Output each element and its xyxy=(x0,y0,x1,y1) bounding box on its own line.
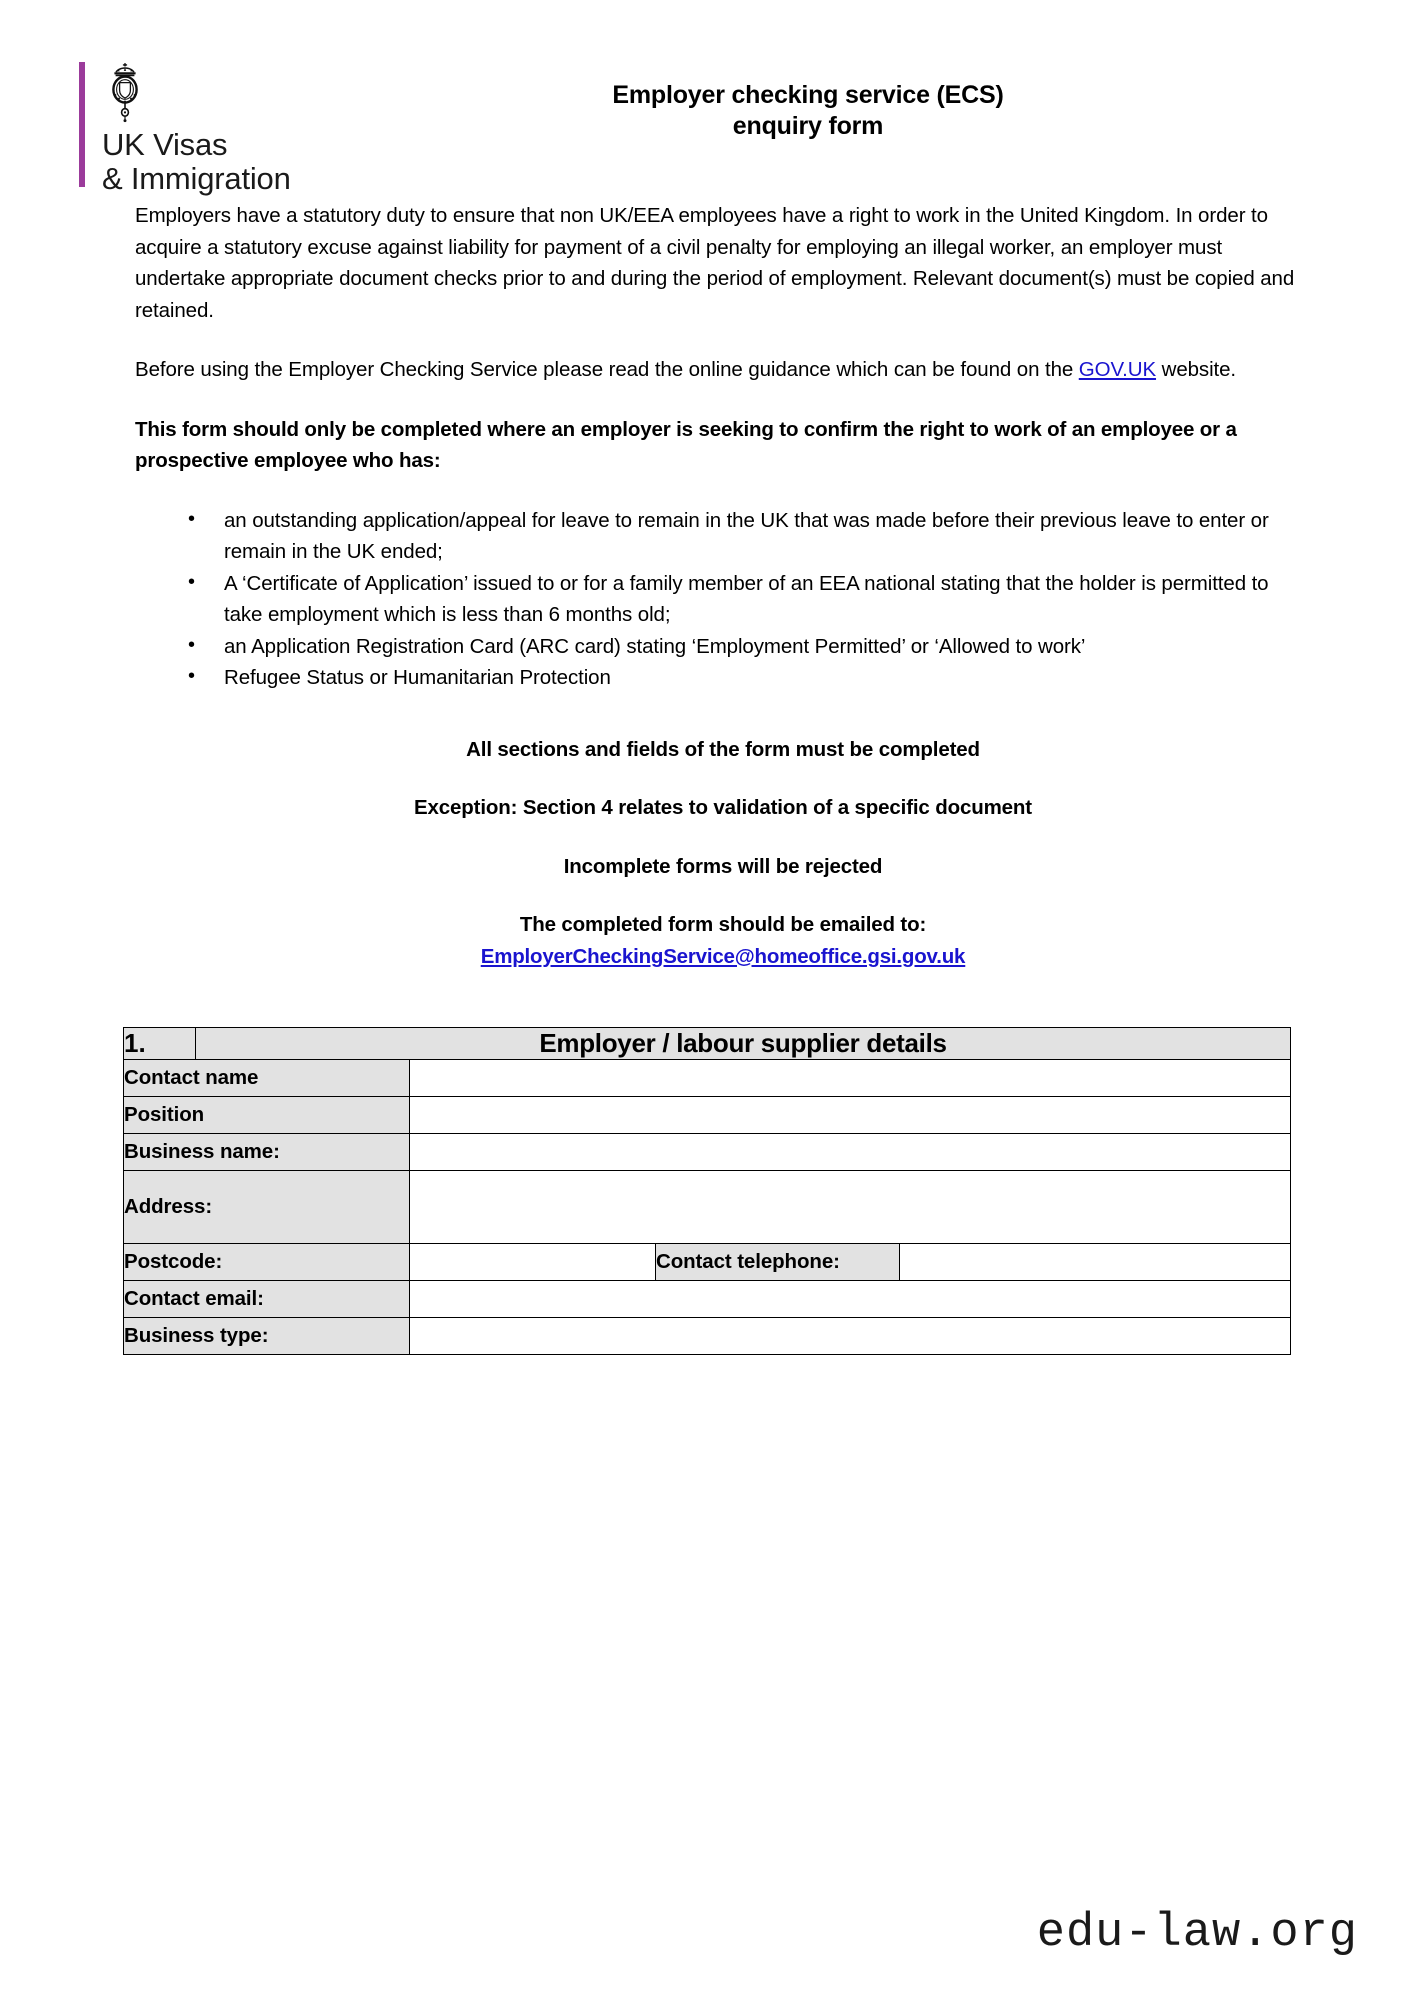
field-contact-name[interactable] xyxy=(410,1060,1291,1097)
field-business-type[interactable] xyxy=(410,1318,1291,1355)
field-business-name[interactable] xyxy=(410,1134,1291,1171)
purple-accent-bar xyxy=(79,62,85,187)
table-row-postcode-telephone xyxy=(124,1244,1291,1281)
intro-paragraph-1: Employers have a statutory duty to ensure that non UK/EEA employees have a right to work in the United Kingdom. In order to acquire a statutory excuse against liability for payment of a civil penalty for employing an illegal worker, an employer must undertake appropriate document checks prior to and during the period of employment. Relevant document(s) must be copied and retained. xyxy=(135,204,1295,322)
logo-line-uk-visas: UK Visas xyxy=(102,127,228,162)
uk-visas-immigration-logo xyxy=(0,62,360,196)
label-business-name: Business name: xyxy=(124,1134,410,1171)
list-item: • an Application Registration Card (ARC card) stating ‘Employment Permitted’ or ‘Allowed to work’ xyxy=(180,631,1311,663)
govuk-link[interactable]: GOV.UK xyxy=(1078,358,1157,381)
list-item: • Refugee Status or Humanitarian Protection xyxy=(180,662,1311,694)
label-contact-name: Contact name xyxy=(124,1060,410,1097)
watermark: edu-law.org xyxy=(1036,1907,1358,1960)
label-address: Address: xyxy=(124,1171,410,1244)
section-heading: Employer / labour supplier details xyxy=(196,1028,1291,1060)
employer-details-table xyxy=(123,1027,1291,1355)
field-position[interactable] xyxy=(410,1097,1291,1134)
table-row-contact-email xyxy=(124,1281,1291,1318)
label-postcode: Postcode: xyxy=(124,1244,410,1281)
section-number: 1. xyxy=(124,1028,196,1060)
document-header xyxy=(0,0,1416,196)
notice-exception: Exception: Section 4 relates to validation of a specific document xyxy=(414,796,1032,819)
guidance-text-after-link: website. xyxy=(1156,358,1237,381)
intro-paragraph-2 xyxy=(135,354,1311,386)
label-contact-email: Contact email: xyxy=(124,1281,410,1318)
field-address[interactable] xyxy=(410,1171,1291,1244)
notice-incomplete: Incomplete forms will be rejected xyxy=(563,854,883,878)
notice-email-intro: The completed form should be emailed to: xyxy=(519,913,927,936)
page-title xyxy=(360,62,1416,142)
table-row-position xyxy=(124,1097,1291,1134)
form-title-line-1: Employer checking service (ECS) xyxy=(612,81,1004,109)
field-contact-email[interactable] xyxy=(410,1281,1291,1318)
list-item: • an outstanding application/appeal for leave to remain in the UK that was made before their previous leave to enter or remain in the UK ended; xyxy=(180,505,1311,568)
logo-content xyxy=(102,62,291,196)
document-body xyxy=(0,200,1416,972)
eligibility-statement: This form should only be completed where an employer is seeking to confirm the right to work of an employee or a prospective employee who has: xyxy=(135,417,1237,472)
eligibility-list xyxy=(135,505,1311,694)
notice-all-sections: All sections and fields of the form must be completed xyxy=(466,737,980,761)
logo-line-immigration: & Immigration xyxy=(102,161,291,196)
field-postcode[interactable] xyxy=(410,1244,656,1281)
table-row-contact-name xyxy=(124,1060,1291,1097)
label-business-type: Business type: xyxy=(124,1318,410,1355)
ecs-email-link[interactable]: EmployerCheckingService@homeoffice.gsi.gov.uk xyxy=(480,944,966,968)
table-row-address xyxy=(124,1171,1291,1244)
royal-crest-icon xyxy=(102,62,148,128)
table-row-business-type xyxy=(124,1318,1291,1355)
table-section-header-row xyxy=(124,1028,1291,1060)
form-title-line-2: enquiry form xyxy=(732,112,884,140)
field-contact-telephone[interactable] xyxy=(900,1244,1291,1281)
table-row-business-name xyxy=(124,1134,1291,1171)
label-contact-telephone: Contact telephone: xyxy=(656,1244,900,1281)
guidance-text-before-link: Before using the Employer Checking Service please read the online guidance which can be found on the xyxy=(135,358,1079,381)
list-item: • A ‘Certificate of Application’ issued to or for a family member of an EEA national stating that the holder is permitted to take employment which is less than 6 months old; xyxy=(180,568,1311,631)
label-position: Position xyxy=(124,1097,410,1134)
